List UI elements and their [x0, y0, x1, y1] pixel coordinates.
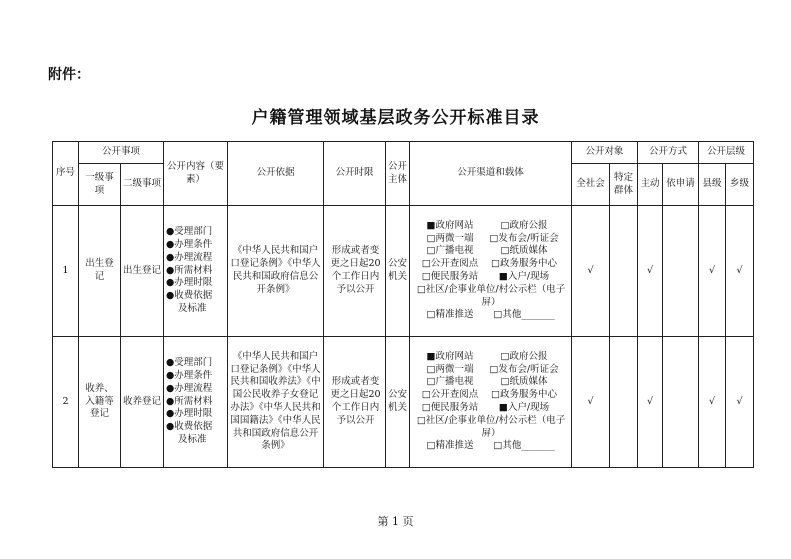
row-channels [410, 337, 572, 468]
element-item: ●办理条件 [166, 369, 213, 381]
channel-option: □其他_______ [493, 309, 555, 321]
header-society: 全社会 [572, 164, 610, 206]
header-level: 公开层级 [699, 142, 754, 164]
channel-option: □两微一端 [426, 363, 474, 375]
row-time: 形成或者变更之日起20个工作日内予以公开 [324, 337, 386, 468]
header-level2: 二级事项 [121, 164, 164, 206]
channel-option: □政务服务中心 [491, 258, 557, 270]
check-society: √ [572, 206, 610, 337]
channel-option: □其他_______ [493, 440, 555, 452]
channel-option: □广播电视 [426, 245, 474, 257]
check-county: √ [699, 206, 726, 337]
channel-option: □便民服务站 [421, 402, 479, 413]
check-specific [610, 206, 638, 337]
row-level2: 出生登记 [121, 206, 164, 337]
row-level1: 收养、入籍等登记 [79, 337, 121, 468]
attachment-label: 附件： [48, 67, 90, 83]
channel-option: □两微一端 [426, 232, 474, 244]
channel-option: □便民服务站 [421, 271, 479, 282]
row-level2: 收养登记 [121, 337, 164, 468]
check-specific [610, 337, 638, 468]
header-active: 主动 [638, 164, 663, 206]
element-item: ●办理条件 [166, 238, 213, 250]
table-row [53, 337, 754, 468]
channel-option: □社区/企事业单位/村公示栏（电子屏） [416, 414, 566, 439]
row-seq: 1 [53, 206, 79, 337]
row-subject: 公安机关 [386, 206, 410, 337]
channel-option: □公开查阅点 [421, 389, 479, 401]
channel-option: □公开查阅点 [421, 258, 479, 270]
channel-option: □纸质媒体 [500, 376, 548, 388]
channel-option: □发布会/听证会 [489, 363, 559, 375]
channel-option: □政务服务中心 [491, 389, 557, 401]
header-mode: 公开方式 [638, 142, 699, 164]
element-item: ●所需材料 [166, 395, 213, 407]
header-specific: 特定群体 [610, 164, 638, 206]
catalog-table [52, 141, 754, 468]
check-society: √ [572, 337, 610, 468]
channel-option: □精准推送 [426, 440, 474, 452]
check-request [663, 206, 699, 337]
table-row [53, 206, 754, 337]
element-item: ●受理部门 [166, 226, 213, 238]
row-time: 形成或者变更之日起20个工作日内予以公开 [324, 206, 386, 337]
row-level1: 出生登记 [79, 206, 121, 337]
channel-option: □发布会/听证会 [489, 232, 559, 244]
check-township: √ [726, 337, 754, 468]
channel-option: □广播电视 [426, 376, 474, 388]
header-audience: 公开对象 [572, 142, 638, 164]
row-elements [164, 206, 228, 337]
element-item: ●办理时限 [166, 277, 213, 289]
header-county: 县级 [699, 164, 726, 206]
header-time: 公开时限 [324, 142, 386, 206]
element-item: ●受理部门 [166, 357, 213, 369]
header-channels: 公开渠道和载体 [410, 142, 572, 206]
check-county: √ [699, 337, 726, 468]
header-basis: 公开依据 [228, 142, 324, 206]
channel-option: ■政府网站 [426, 350, 474, 362]
document-title: 户籍管理领域基层政务公开标准目录 [251, 108, 540, 128]
check-township: √ [726, 206, 754, 337]
header-content: 公开内容（要素） [164, 142, 228, 206]
channel-option: □纸质媒体 [500, 245, 548, 257]
element-item: ●办理流程 [166, 382, 213, 394]
header-subject: 公开主体 [386, 142, 410, 206]
channel-option: □精准推送 [426, 309, 474, 321]
element-item: 及标准 [178, 434, 207, 446]
header-request: 依申请 [663, 164, 699, 206]
row-elements [164, 337, 228, 468]
check-active: √ [638, 206, 663, 337]
row-channels [410, 206, 572, 337]
row-basis: 《中华人民共和国户口登记条例》《中华人民共和国政府信息公开条例》 [228, 206, 324, 337]
channel-option: ■入户/现场 [498, 271, 550, 282]
header-row-1 [53, 142, 754, 164]
check-active: √ [638, 337, 663, 468]
page-number: 第 1 页 [377, 515, 414, 528]
row-basis: 《中华人民共和国户口登记条例》《中华人民共和国收养法》《中国公民收养子女登记办法》《中华人民共和国国籍法》《中华人民共和国政府信息公开条例》 [228, 337, 324, 468]
header-items: 公开事项 [79, 142, 164, 164]
element-item: 及标准 [178, 303, 207, 315]
channel-option: ■政府网站 [426, 219, 474, 231]
header-seq: 序号 [53, 142, 79, 206]
row-subject: 公安机关 [386, 337, 410, 468]
channel-option: ■入户/现场 [498, 402, 550, 413]
channel-option: □政府公报 [500, 219, 548, 231]
element-item: ●办理时限 [166, 408, 213, 420]
channel-option: □政府公报 [500, 350, 548, 362]
element-item: ●所需材料 [166, 264, 213, 276]
channel-option: □社区/企事业单位/村公示栏（电子屏） [416, 283, 566, 308]
header-township: 乡级 [726, 164, 754, 206]
element-item: ●收费依据 [166, 290, 213, 302]
check-request [663, 337, 699, 468]
element-item: ●收费依据 [166, 421, 213, 433]
element-item: ●办理流程 [166, 251, 213, 263]
row-seq: 2 [53, 337, 79, 468]
header-level1: 一级事项 [79, 164, 121, 206]
